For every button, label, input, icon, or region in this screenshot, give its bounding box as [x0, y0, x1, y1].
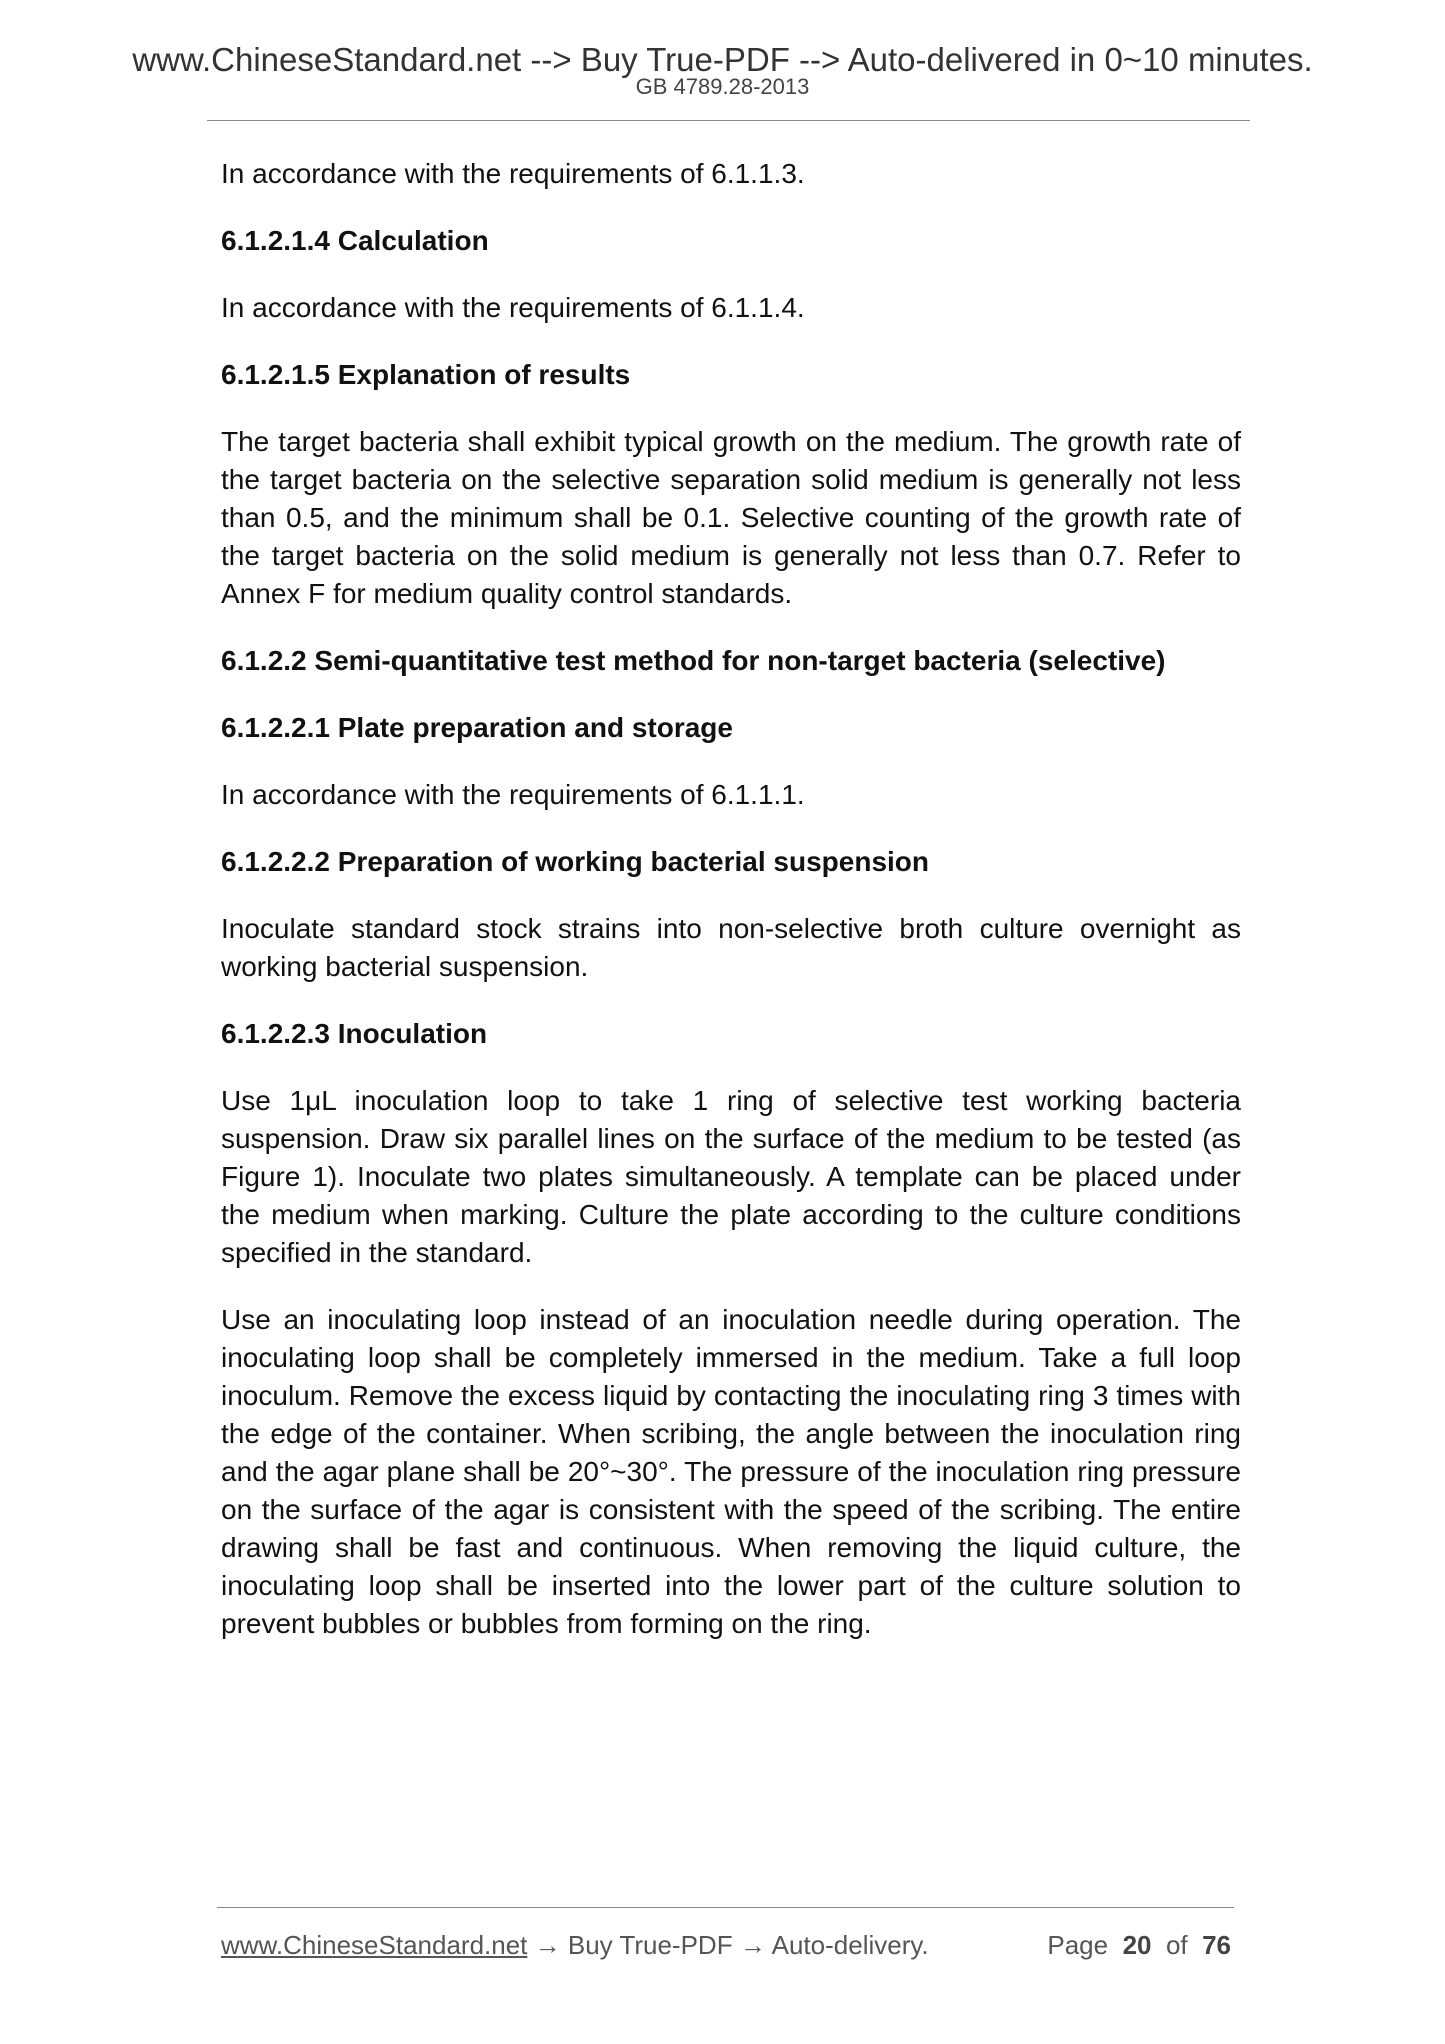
paragraph: In accordance with the requirements of 6.1.1.4. — [221, 292, 805, 323]
page-indicator — [1047, 1928, 1231, 1962]
section-heading: 6.1.2.2.1 Plate preparation and storage — [221, 712, 733, 743]
paragraph: In accordance with the requirements of 6.1.1.1. — [221, 779, 805, 810]
top-banner: www.ChineseStandard.net --> Buy True-PDF --> Auto-delivered in 0~10 minutes. — [132, 41, 1313, 78]
paragraph: The target bacteria shall exhibit typical growth on the medium. The growth rate of the target bacteria on the selective separation solid medium is generally not less than 0.5, and the minimum shall be 0.1. Selective counting of the growth rate of the target bacteria on the solid medium is generally not less than 0.7. Refer to Annex F for medium quality control standards. — [221, 426, 1241, 609]
paragraph: Use an inoculating loop instead of an inoculation needle during operation. The inoculating loop shall be completely immersed in the medium. Take a full loop inoculum. Remove the excess liquid by contacting the inoculating ring 3 times with the edge of the container. When scribing, the angle between the inoculation ring and the agar plane shall be 20°~30°. The pressure of the inoculation ring pressure on the surface of the agar is consistent with the speed of the scribing. The entire drawing shall be fast and continuous. When removing the liquid culture, the inoculating loop shall be inserted into the lower part of the culture solution to prevent bubbles or bubbles from forming on the ring. — [221, 1304, 1241, 1639]
paragraph: Inoculate standard stock strains into non-selective broth culture overnight as working bacterial suspension. — [221, 913, 1241, 982]
website-link[interactable]: www.ChineseStandard.net — [221, 1930, 528, 1960]
section-heading: 6.1.2.2 Semi-quantitative test method for non-target bacteria (selective) — [221, 645, 1166, 676]
arrow-right-icon: → — [739, 1930, 766, 1960]
page-of-label: of — [1165, 1930, 1188, 1960]
section-heading: 6.1.2.2.3 Inoculation — [221, 1018, 488, 1049]
header-divider — [207, 120, 1250, 121]
page-label: Page — [1047, 1930, 1109, 1960]
document-code: GB 4789.28-2013 — [635, 74, 810, 99]
footer-divider — [217, 1907, 1234, 1908]
auto-delivery-text: Auto-delivery. — [771, 1930, 929, 1960]
current-page-number: 20 — [1122, 1930, 1152, 1960]
section-heading: 6.1.2.1.5 Explanation of results — [221, 359, 631, 390]
section-heading: 6.1.2.1.4 Calculation — [221, 225, 489, 256]
section-heading: 6.1.2.2.2 Preparation of working bacterial suspension — [221, 846, 929, 877]
paragraph: In accordance with the requirements of 6.1.1.3. — [221, 158, 805, 189]
paragraph: Use 1μL inoculation loop to take 1 ring of selective test working bacteria suspension. Draw six parallel lines on the surface of the medium to be tested (as Figure 1). Inoculate two plates simultaneously. A template can be placed under the medium when marking. Culture the plate according to the culture conditions specified in the standard. — [221, 1085, 1241, 1268]
total-page-number: 76 — [1202, 1930, 1231, 1960]
buy-pdf-text: Buy True-PDF — [567, 1930, 733, 1960]
footer-promo — [221, 1928, 929, 1962]
arrow-right-icon: → — [534, 1930, 561, 1960]
document-body — [221, 155, 1241, 1672]
